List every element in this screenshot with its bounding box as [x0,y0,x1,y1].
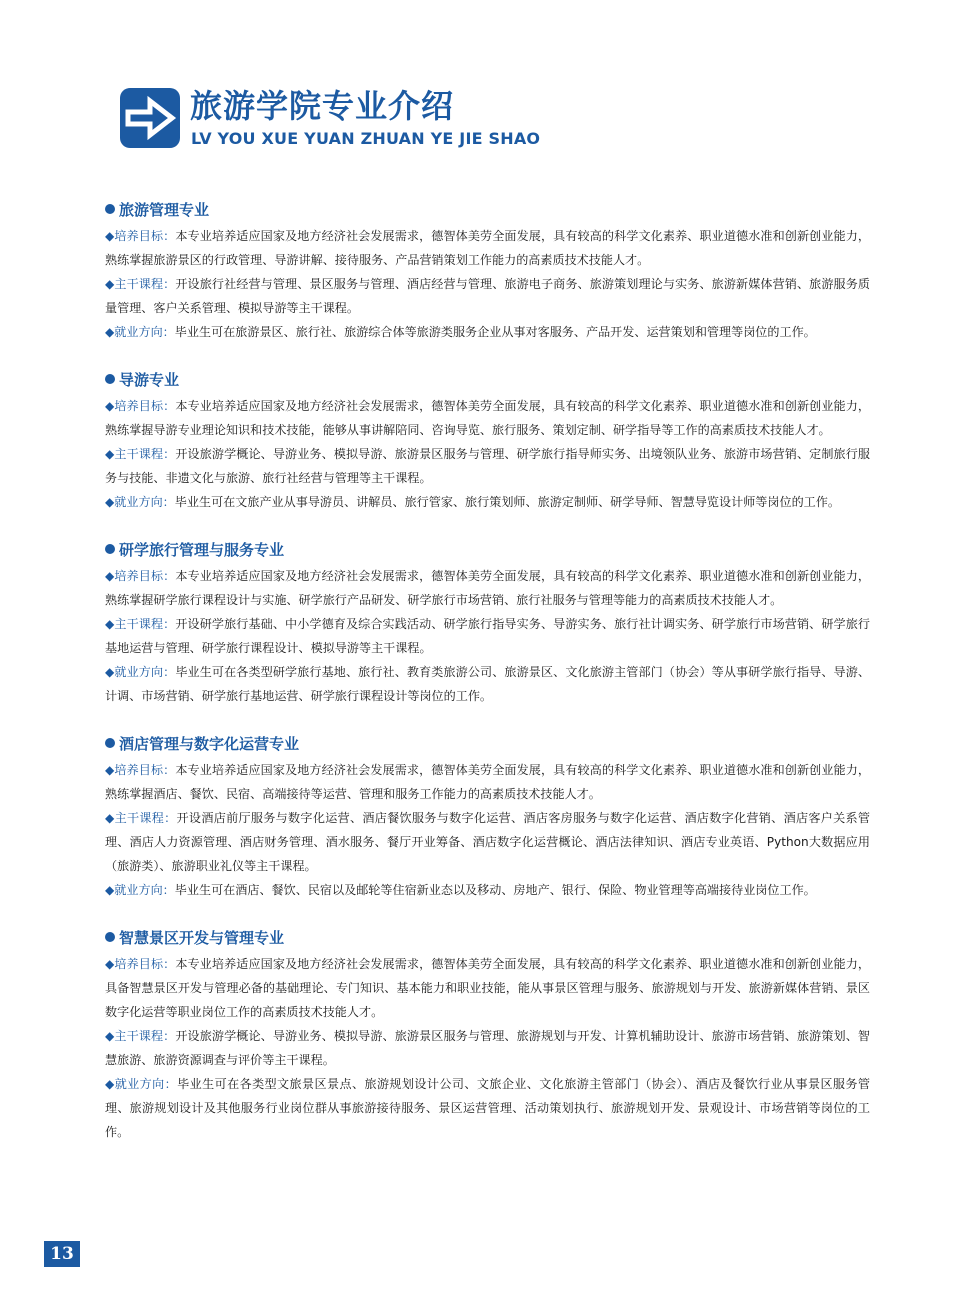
major-section [105,732,870,902]
career-label: ◆就业方向： [105,495,175,509]
courses-label: ◆主干课程： [105,1029,176,1043]
career-paragraph: ◆就业方向：毕业生可在酒店、餐饮、民宿以及邮轮等住宿新业态以及移动、房地产、银行、保险、物业管理等高端接待业岗位工作。 [105,883,816,897]
career-label: ◆就业方向： [105,1077,178,1091]
bullet-dot-icon [105,932,115,942]
goal-label: ◆培养目标： [105,229,176,243]
courses-paragraph: ◆主干课程：开设旅游学概论、导游业务、模拟导游、旅游景区服务与管理、研学旅行指导师实务、出境领队业务、旅游市场营销、定制旅行服务与技能、非遗文化与旅游、旅行社经营与管理等主干课程。 [105,447,870,485]
goal-label: ◆培养目标： [105,957,176,971]
major-section [105,198,870,344]
goal-paragraph: ◆培养目标：本专业培养适应国家及地方经济社会发展需求，德智体美劳全面发展，具有较高的科学文化素养、职业道德水准和创新创业能力，熟练掌握导游专业理论知识和技术技能，能够从事讲解陪同、咨询导览、旅行服务、策划定制、研学指导等工作的高素质技术技能人才。 [105,399,870,437]
page-number: 13 [44,1241,80,1267]
bullet-dot-icon [105,204,115,214]
bullet-dot-icon [105,738,115,748]
courses-paragraph: ◆主干课程：开设旅游学概论、导游业务、模拟导游、旅游景区服务与管理、旅游规划与开发、计算机辅助设计、旅游市场营销、旅游策划、智慧旅游、旅游资源调查与评价等主干课程。 [105,1029,870,1067]
career-paragraph: ◆就业方向：毕业生可在文旅产业从事导游员、讲解员、旅行管家、旅行策划师、旅游定制师、研学导师、智慧导览设计师等岗位的工作。 [105,495,840,509]
bullet-dot-icon [105,374,115,384]
goal-paragraph: ◆培养目标：本专业培养适应国家及地方经济社会发展需求，德智体美劳全面发展，具有较高的科学文化素养、职业道德水准和创新创业能力，具备智慧景区开发与管理必备的基础理论、专门知识、基本能力和职业技能，能从事景区管理与服务、旅游规划与开发、旅游新媒体营销、景区数字化运营等职业岗位工作的高素质技术技能人才。 [105,957,870,1019]
goal-label: ◆培养目标： [105,399,176,413]
courses-label: ◆主干课程： [105,811,177,825]
courses-label: ◆主干课程： [105,447,176,461]
goal-label: ◆培养目标： [105,763,176,777]
courses-paragraph: ◆主干课程：开设研学旅行基础、中小学德育及综合实践活动、研学旅行指导实务、导游实务、旅行社计调实务、研学旅行市场营销、研学旅行基地运营与管理、研学旅行课程设计、模拟导游等主干课程。 [105,617,870,655]
major-section [105,538,870,708]
page-title: 旅游学院专业介绍 [190,87,455,125]
major-title: 旅游管理专业 [105,198,870,222]
arrow-right-icon [120,88,180,148]
majors-list [105,198,870,1168]
bullet-dot-icon [105,544,115,554]
courses-label: ◆主干课程： [105,277,176,291]
goal-paragraph: ◆培养目标：本专业培养适应国家及地方经济社会发展需求，德智体美劳全面发展，具有较高的科学文化素养、职业道德水准和创新创业能力，熟练掌握旅游景区的行政管理、导游讲解、接待服务、产品营销策划工作能力的高素质技术技能人才。 [105,229,870,267]
major-title: 酒店管理与数字化运营专业 [105,732,870,756]
courses-paragraph: ◆主干课程：开设酒店前厅服务与数字化运营、酒店餐饮服务与数字化运营、酒店客房服务与数字化运营、酒店数字化营销、酒店客户关系管理、酒店人力资源管理、酒店财务管理、酒水服务、餐厅开业筹备、酒店数字化运营概论、酒店法律知识、酒店专业英语、Python大数据应用（旅游类）、旅游职业礼仪等主干课程。 [105,811,870,873]
career-paragraph: ◆就业方向：毕业生可在各类型文旅景区景点、旅游规划设计公司、文旅企业、文化旅游主管部门（协会）、酒店及餐饮行业从事景区服务管理、旅游规划设计及其他服务行业岗位群从事旅游接待服务、景区运营管理、活动策划执行、旅游规划开发、景观设计、市场营销等岗位的工作。 [105,1077,870,1139]
career-paragraph: ◆就业方向：毕业生可在各类型研学旅行基地、旅行社、教育类旅游公司、旅游景区、文化旅游主管部门（协会）等从事研学旅行指导、导游、计调、市场营销、研学旅行基地运营、研学旅行课程设计等岗位的工作。 [105,665,870,703]
goal-paragraph: ◆培养目标：本专业培养适应国家及地方经济社会发展需求，德智体美劳全面发展，具有较高的科学文化素养、职业道德水准和创新创业能力，熟练掌握酒店、餐饮、民宿、高端接待等运营、管理和服务工作能力的高素质技术技能人才。 [105,763,870,801]
major-section [105,926,870,1144]
major-section [105,368,870,514]
page-title-pinyin: LV YOU XUE YUAN ZHUAN YE JIE SHAO [191,129,541,148]
goal-label: ◆培养目标： [105,569,176,583]
career-paragraph: ◆就业方向：毕业生可在旅游景区、旅行社、旅游综合体等旅游类服务企业从事对客服务、产品开发、运营策划和管理等岗位的工作。 [105,325,816,339]
courses-label: ◆主干课程： [105,617,176,631]
goal-paragraph: ◆培养目标：本专业培养适应国家及地方经济社会发展需求，德智体美劳全面发展，具有较高的科学文化素养、职业道德水准和创新创业能力，熟练掌握研学旅行课程设计与实施、研学旅行产品研发、研学旅行市场营销、旅行社服务与管理等能力的高素质技术技能人才。 [105,569,870,607]
career-label: ◆就业方向： [105,883,175,897]
major-title: 研学旅行管理与服务专业 [105,538,870,562]
career-label: ◆就业方向： [105,665,176,679]
career-label: ◆就业方向： [105,325,175,339]
major-title: 智慧景区开发与管理专业 [105,926,870,950]
major-title: 导游专业 [105,368,870,392]
courses-paragraph: ◆主干课程：开设旅行社经营与管理、景区服务与管理、酒店经营与管理、旅游电子商务、旅游策划理论与实务、旅游新媒体营销、旅游服务质量管理、客户关系管理、模拟导游等主干课程。 [105,277,870,315]
